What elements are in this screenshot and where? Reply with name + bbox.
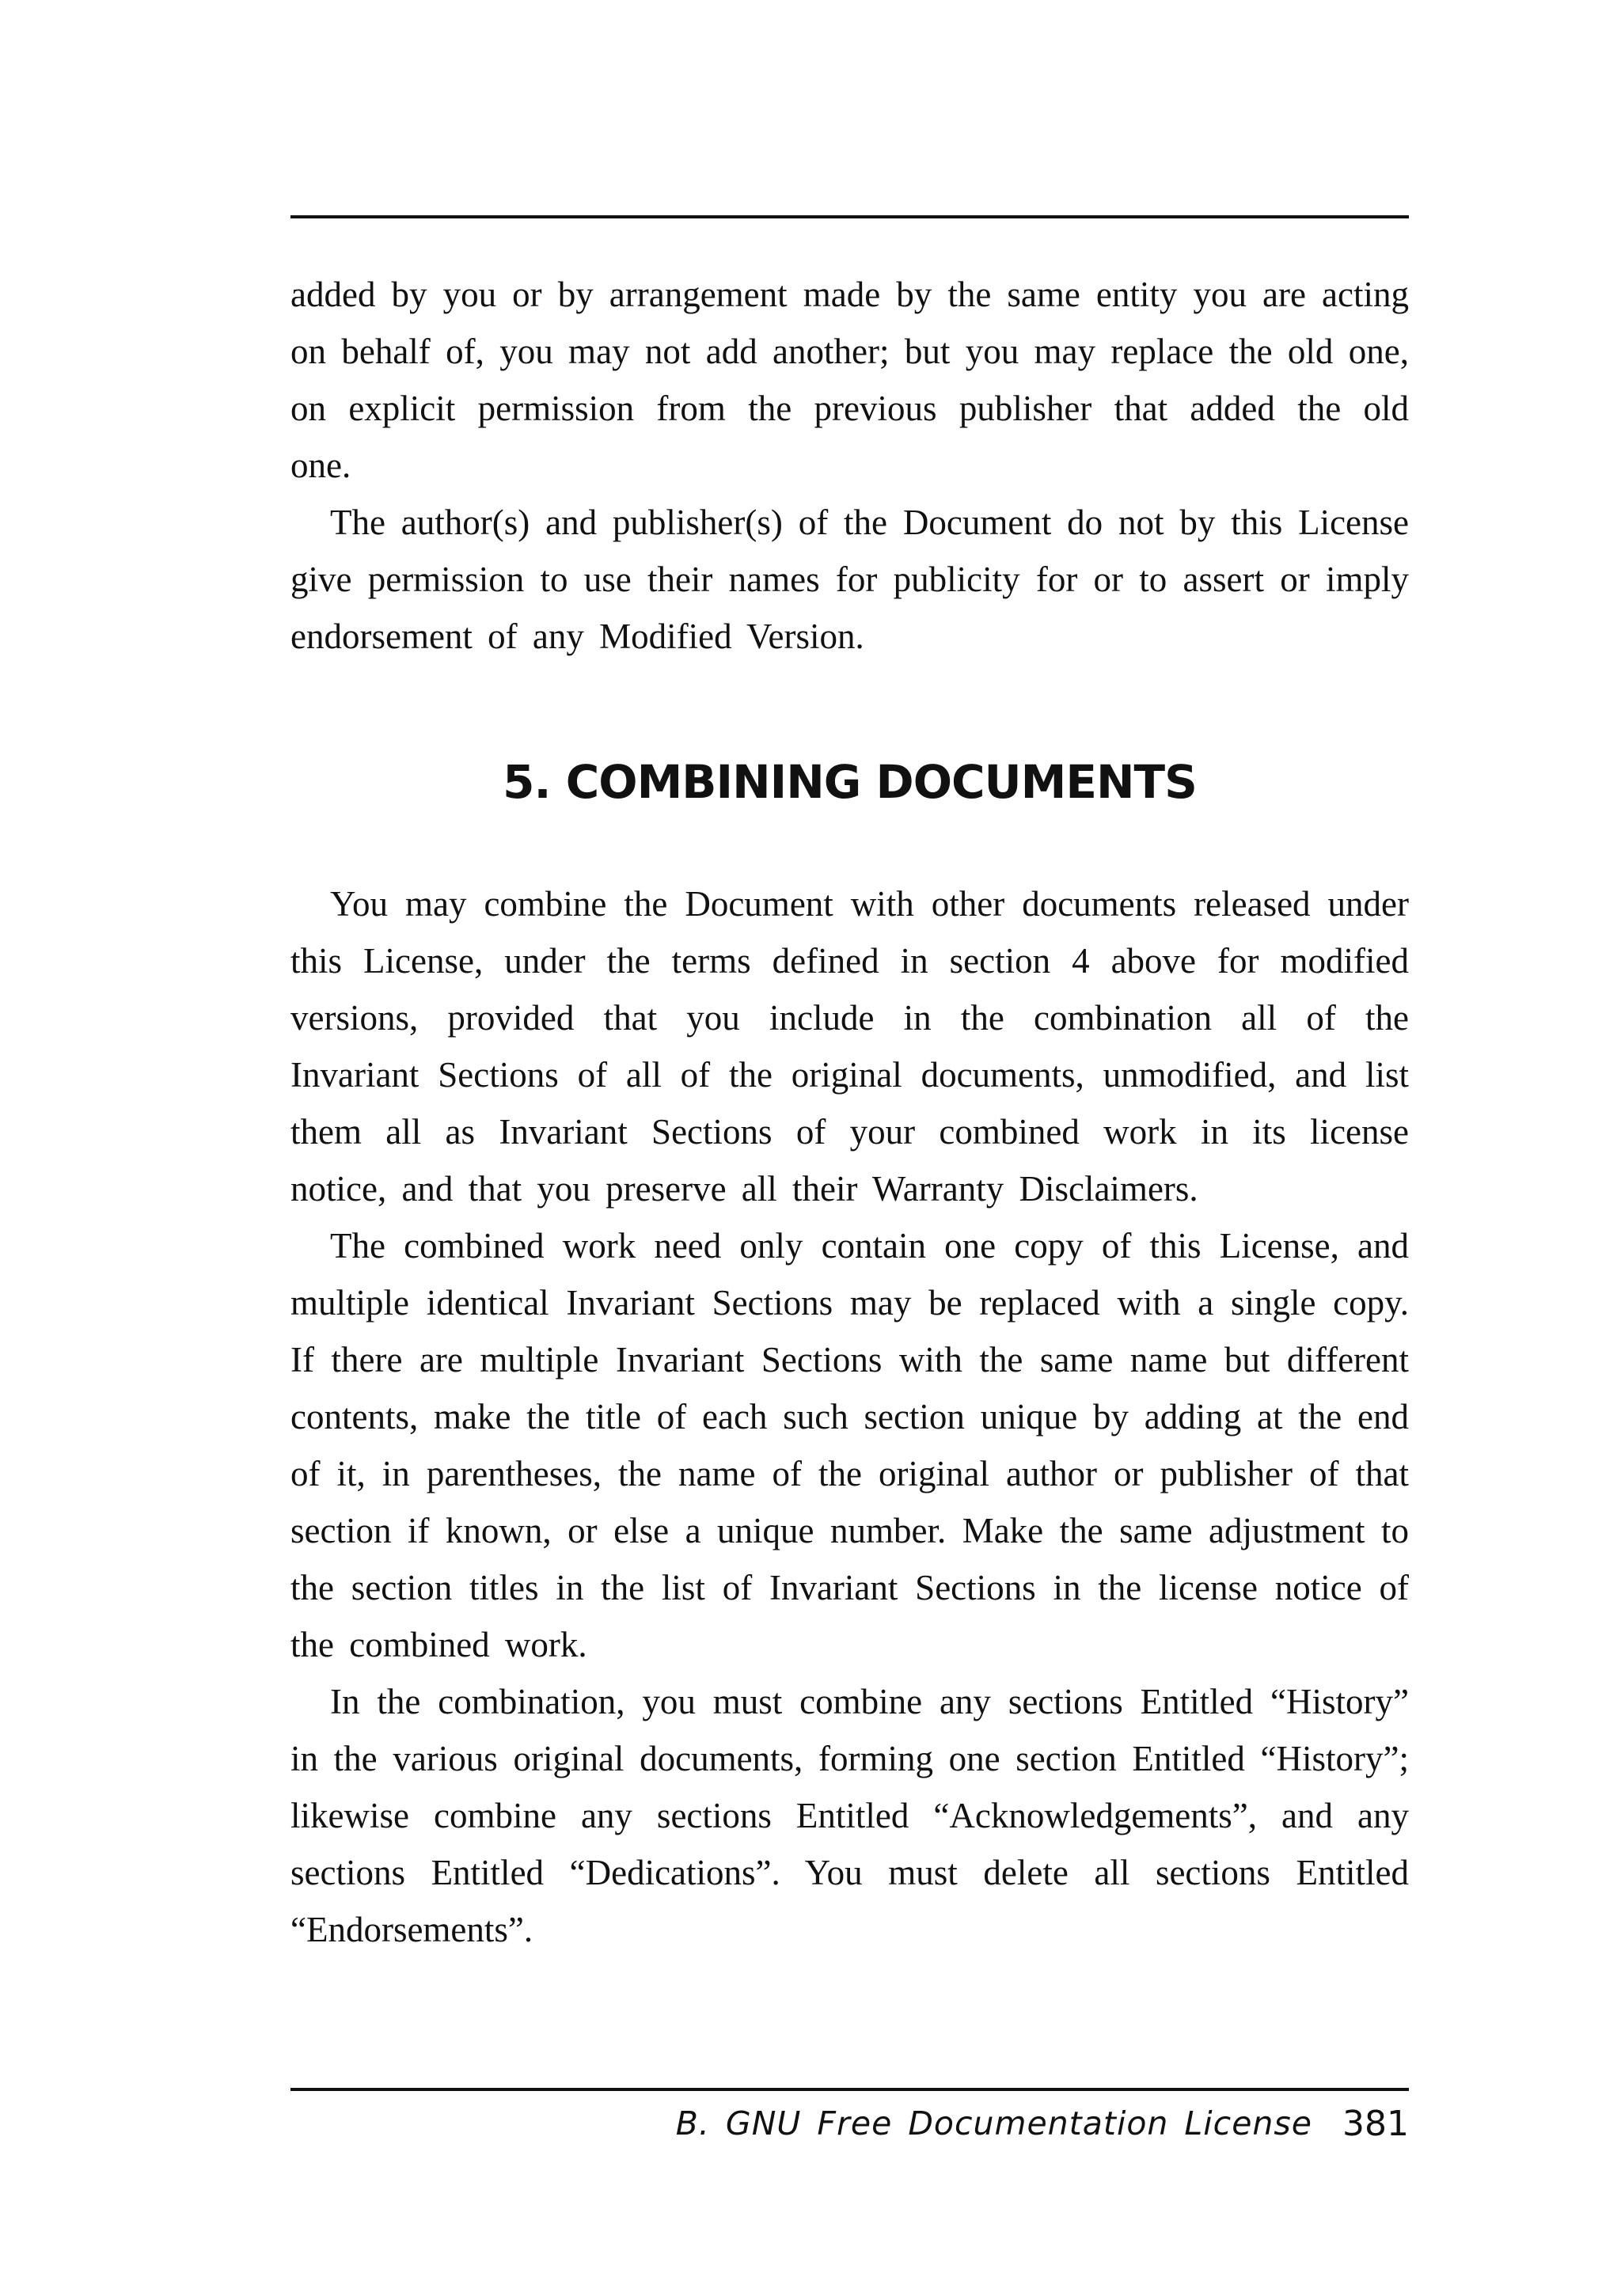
paragraph: The combined work need only contain one copy of this License, and multiple identical Invariant Sections may be replaced with a single copy. If there are multiple Invariant Sections with the same name but different contents, make the title of each such section unique by adding at the end of it, in parentheses, the name of the original author or publisher of that section if known, or else a unique number. Make the same adjustment to the section titles in the list of Invariant Sections in the license notice of the combined work.	[290, 1226, 1409, 1664]
page-number: 381	[1342, 2103, 1409, 2144]
section-body	[290, 875, 1409, 1958]
section-heading: 5. COMBINING DOCUMENTS	[503, 755, 1197, 809]
footer-rule	[290, 2088, 1409, 2091]
paragraph: The author(s) and publisher(s) of the Document do not by this License give permission to use their names for publicity for or to assert or imply endorsement of any Modified Version.	[290, 503, 1409, 656]
header-rule	[290, 215, 1409, 218]
page-footer	[676, 2096, 1409, 2151]
continued-text	[290, 266, 1409, 665]
running-title: B. GNU Free Documentation License	[675, 2104, 1313, 2142]
paragraph: In the combination, you must combine any sections Entitled “History” in the various original documents, forming one section Entitled “History”; likewise combine any sections Entitled “Acknowledgements”, and any sections Entitled “Dedications”. You must delete all sections Entitled “Endorsements”.	[290, 1682, 1409, 1949]
paragraph: You may combine the Document with other documents released under this License, under the terms defined in section 4 above for modified versions, provided that you include in the combination all of the Invariant Sections of all of the original documents, unmodified, and list them all as Invariant Sections of your combined work in its license notice, and that you preserve all their Warranty Disclaimers.	[290, 884, 1409, 1209]
paragraph: added by you or by arrangement made by the same entity you are acting on behalf of, you may not add another; but you may replace the old one, on explicit permission from the previous publisher that added the old one.	[290, 275, 1409, 485]
